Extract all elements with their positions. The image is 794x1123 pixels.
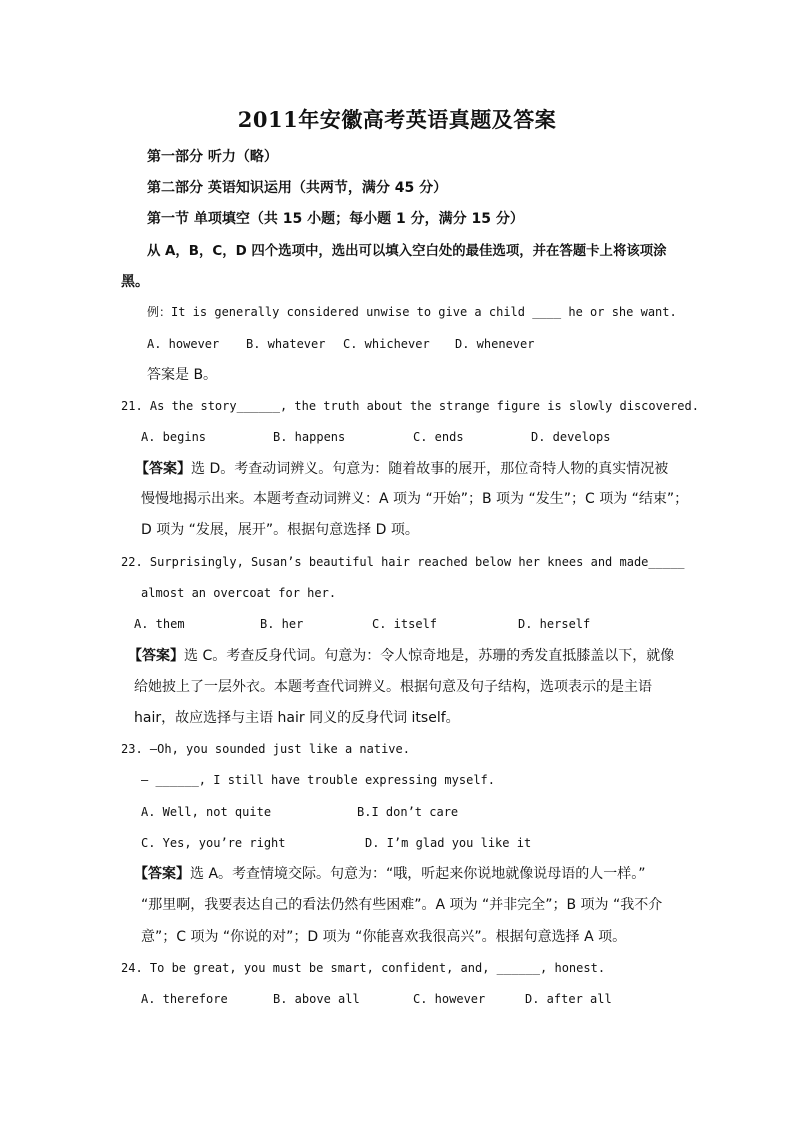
section1-heading: 第一节 单项填空（共 15 小题；每小题 1 分，满分 15 分）	[147, 211, 524, 227]
q21-option-d: D. develops	[531, 430, 611, 444]
q22-option-a: A. them	[134, 617, 185, 631]
example-option-a: A. however	[147, 337, 220, 351]
q22-answer-line2: 给她披上了一层外衣。本题考查代词辨义。根据句意及句子结构，选项表示的是主语	[134, 679, 652, 695]
q22-stem-line2: almost an overcoat for her.	[141, 586, 337, 600]
q23-answer-text1: 选 A。考查情境交际。句意为：“哦，听起来你说地就像说母语的人一样。”	[190, 866, 646, 882]
q22-option-c: C. itself	[372, 617, 438, 631]
q22-answer-line3: hair，故应选择与主语 hair 同义的反身代词 itself。	[134, 710, 460, 726]
q21-option-a: A. begins	[141, 430, 207, 444]
example-option-b: B. whatever	[246, 337, 326, 351]
q23-option-c: C. Yes, you’re right	[141, 836, 286, 850]
q21-answer-line2: 慢慢地揭示出来。本题考查动词辨义：A 项为 “开始”；B 项为 “发生”；C 项为 “结束”；	[141, 491, 689, 507]
q21-option-c: C. ends	[413, 430, 464, 444]
example-answer: 答案是 B。	[147, 367, 218, 383]
q22-option-d: D. herself	[518, 617, 591, 631]
q22-option-b: B. her	[260, 617, 304, 631]
q21-answer-tag: 【答案】	[135, 461, 191, 477]
q23-answer-line1	[134, 863, 646, 883]
part1-heading: 第一部分 听力（略）	[147, 149, 278, 165]
q23-answer-line3: 意”；C 项为 “你说的对”；D 项为 “你能喜欢我很高兴”。根据句意选择 A 项。	[141, 929, 627, 945]
q21-option-b: B. happens	[273, 430, 346, 444]
q24-option-a: A. therefore	[141, 992, 228, 1006]
example-stem: 例：It is generally considered unwise to give a child ____ he or she want.	[147, 305, 677, 319]
q22-answer-tag: 【答案】	[128, 648, 184, 664]
q23-option-d: D. I’m glad you like it	[365, 836, 532, 850]
q23-answer-line2: “那里啊，我要表达自己的看法仍然有些困难”。A 项为 “并非完全”；B 项为 “我不介	[141, 897, 663, 913]
q23-stem-line2: — ______, I still have trouble expressing myself.	[141, 773, 496, 787]
q24-option-d: D. after all	[525, 992, 612, 1006]
q23-option-a: A. Well, not quite	[141, 805, 272, 819]
q21-stem: 21. As the story______, the truth about the strange figure is slowly discovered.	[121, 399, 699, 413]
q24-stem: 24. To be great, you must be smart, confident, and, ______, honest.	[121, 961, 606, 975]
q21-answer-line1	[135, 458, 668, 478]
q22-answer-text1: 选 C。考查反身代词。句意为：令人惊奇地是，苏珊的秀发直抵膝盖以下，就像	[184, 648, 675, 664]
part2-heading: 第二部分 英语知识运用（共两节，满分 45 分）	[147, 180, 448, 196]
example-option-c: C. whichever	[343, 337, 430, 351]
q24-option-c: C. however	[413, 992, 486, 1006]
page-title: 2011年安徽高考英语真题及答案	[237, 107, 557, 132]
instruction-line2: 黑。	[121, 274, 149, 290]
q22-stem-line1: 22. Surprisingly, Susan’s beautiful hair reached below her knees and made_____	[121, 555, 685, 569]
q21-answer-line3: D 项为 “发展，展开”。根据句意选择 D 项。	[141, 522, 419, 538]
q24-option-b: B. above all	[273, 992, 360, 1006]
q23-answer-tag: 【答案】	[134, 866, 190, 882]
q23-option-b: B.I don’t care	[357, 805, 459, 819]
q23-stem-line1: 23. —Oh, you sounded just like a native.	[121, 742, 410, 756]
example-option-d: D. whenever	[455, 337, 535, 351]
q22-answer-line1	[128, 645, 674, 665]
q21-answer-text1: 选 D。考查动词辨义。句意为：随着故事的展开，那位奇特人物的真实情况被	[191, 461, 669, 477]
instruction-line1: 从 A，B，C，D 四个选项中，选出可以填入空白处的最佳选项，并在答题卡上将该项涂	[147, 244, 667, 259]
